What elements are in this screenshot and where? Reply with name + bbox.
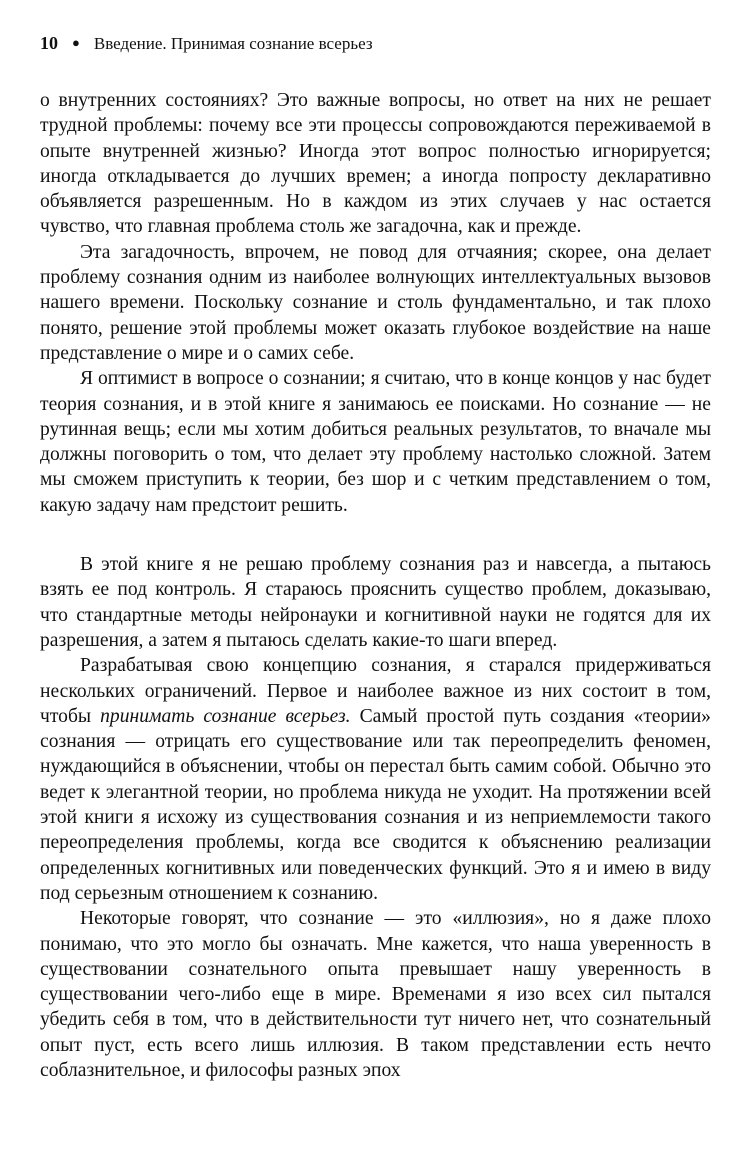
paragraph: Я оптимист в вопросе о сознании; я считаю, что в конце концов у нас будет теория сознания, и в этой книге я занимаюсь ее поисками. Но сознание — не рутинная вещь; если мы хотим добиться реальных результатов, то вначале мы должны поговорить о том, что делает эту проблему настолько сложной. Затем мы сможем приступить к теории, без шор и с четким представлением о том, какую задачу нам предстоит решить. [40,368,711,516]
paragraph-continuation: о внутренних состояниях? Это важные вопросы, но ответ на них не решает трудной проблемы: почему все эти процессы сопровождаются переживаемой в опыте внутренней жизнью? Иногда этот вопрос полностью игнорируется; иногда откладывается до лучших времен; а иногда попросту декларативно объявляется разрешенным. Но в каждом из этих случаев у нас остается чувство, что главная проблема столь же загадочна, как и прежде. [40,90,711,238]
paragraph: Эта загадочность, впрочем, не повод для отчаяния; скорее, она делает проблему сознания одним из наиболее волнующих интеллектуальных вызовов нашего времени. Поскольку сознание и столь фундаментально, и так плохо понято, решение этой проблемы может оказать глубокое воздействие на наше представление о мире и о самих себе. [40,241,711,364]
paragraph: Некоторые говорят, что сознание — это «иллюзия», но я даже плохо понимаю, что это могло бы означать. Мне кажется, что наша уверенность в существовании сознательного опыта превышает нашу уверенность в существовании чего-либо еще в мире. Временами я изо всех сил пытался убедить себя в том, что в действительности тут ничего нет, что сознательный опыт пуст, есть всего лишь иллюзия. В таком представлении есть нечто соблазнительное, и философы разных эпох [40,908,711,1081]
page-number: 10 [40,33,58,53]
paragraph-text: Разрабатывая свою концепцию сознания, я старался придерживаться нескольких ограничений. Первое и наиболее важное из них состоит в том, чтобы [40,655,711,727]
paragraph-text: Самый простой путь создания «теории» сознания — отрицать его существование или так переопределить феномен, нуждающийся в объяснении, чтобы он перестал быть самим собой. Обычно это ведет к элегантной теории, но проблема никуда не уходит. На протяжении всей этой книги я исхожу из существования сознания и из неприемлемости такого переопределения проблемы, когда все сводится к объяснению реализации определенных когнитивных или поведенческих функций. Это я и имею в виду под серьезным отношением к сознанию. [40,705,711,904]
paragraph: В этой книге я не решаю проблему сознания раз и навсегда, а пытаюсь взять ее под контроль. Я стараюсь прояснить существо проблем, доказываю, что стандартные методы нейронауки и когнитивной науки не годятся для их разрешения, а затем я пытаюсь сделать какие-то шаги вперед. [40,554,711,651]
bullet-icon: ● [72,35,80,50]
paragraph-seriously [40,653,711,906]
body-text [40,88,711,1083]
chapter-title: Введение. Принимая сознание всерьез [93,34,373,53]
emphasis-text: принимать сознание всерьез. [100,705,351,727]
section-break [40,518,711,552]
running-head [40,32,711,56]
